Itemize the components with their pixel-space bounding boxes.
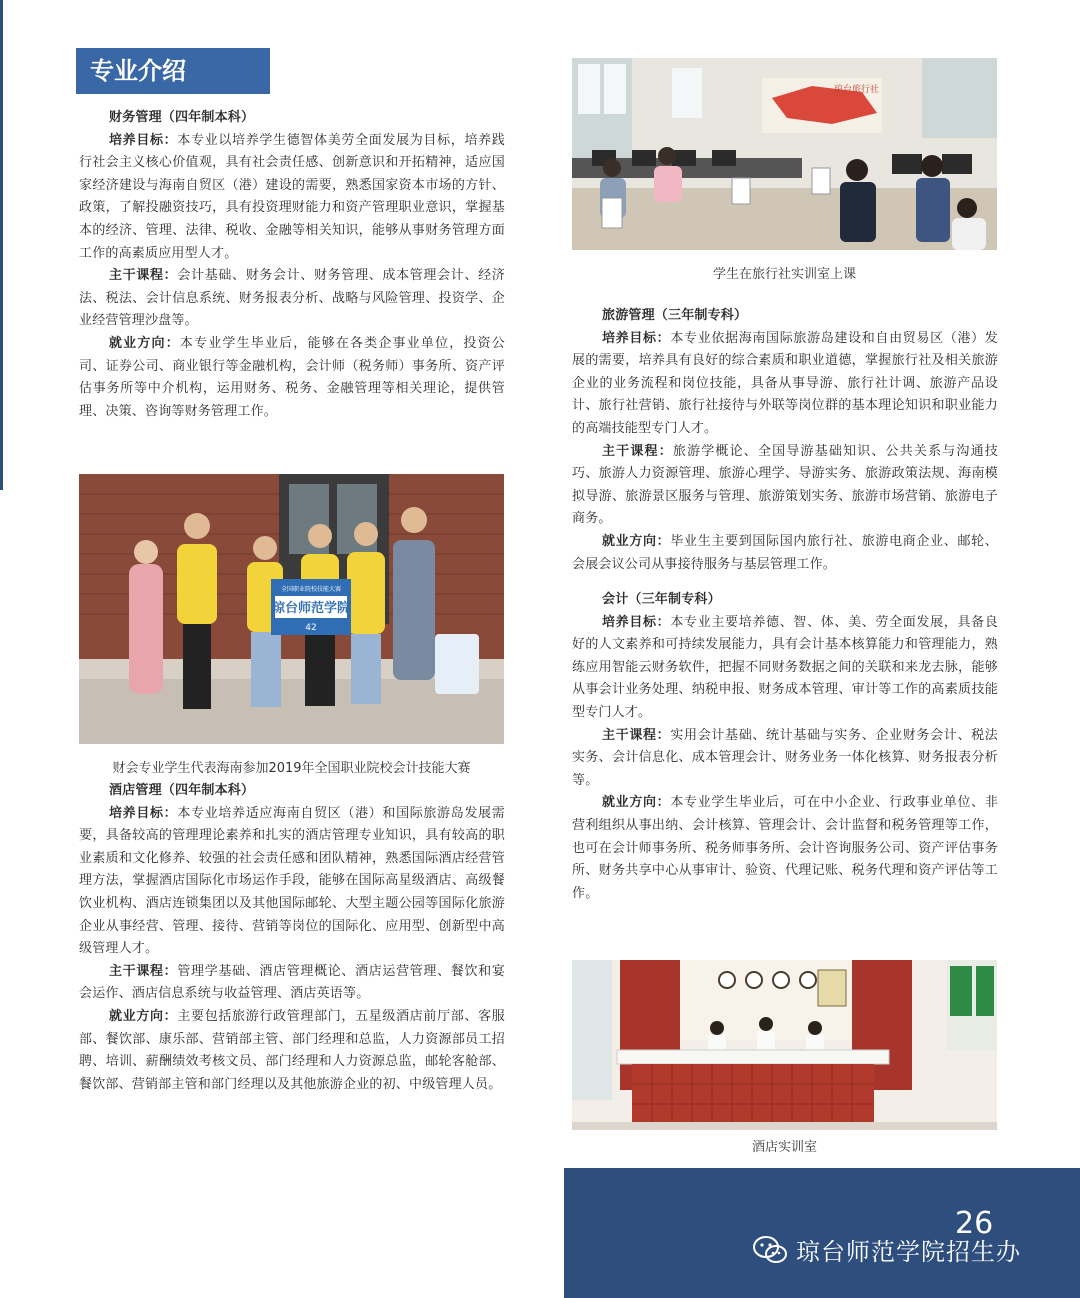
sign-number-text: 42 [305, 623, 317, 633]
travel-agency-classroom-photo [572, 58, 997, 250]
brand-text: 琼台师范学院招生办 [796, 1238, 1021, 1266]
accounting-section [572, 589, 998, 905]
hotel-goal: 培养目标：本专业培养适应海南自贸区（港）和国际旅游岛发展需要，具备较高的管理理论素养和扎实的酒店管理专业知识，具有较高的职业素质和文化修养、较强的社会责任感和团队精神，熟悉国际酒店经营管理方法，掌握酒店国际化市场运作手段，能够在国际高星级酒店、高级餐饮业机构、酒店连锁集团以及其他国际邮轮、大型主题公园等国际化旅游企业从事经营、管理、接待、营销等岗位的国际化、应用型、创新型中高级管理人才。 [79, 805, 505, 957]
finance-courses: 主干课程：会计基础、财务会计、财务管理、成本管理会计、经济法、税法、会计信息系统、财务报表分析、战略与风险管理、投资学、企业经营管理沙盘等。 [79, 268, 505, 329]
tourism-courses: 主干课程：旅游学概论、全国导游基础知识、公共关系与沟通技巧、旅游人力资源管理、旅游心理学、导游实务、旅游政策法规、海南模拟导游、旅游景区服务与管理、旅游策划实务、旅游市场营销、旅游电子商务。 [572, 443, 998, 527]
tourism-section [572, 305, 998, 576]
page-number: 26 [955, 1206, 994, 1241]
tourism-goal: 培养目标：本专业依据海南国际旅游岛建设和自由贸易区（港）发展的需要，培养具有良好的综合素质和职业道德，掌握旅行社及相关旅游企业的业务流程和岗位技能，具备从事导游、旅行社计调、旅游产品设计、旅行社营销、旅行社接待与外联等岗位群的基本理论知识和职业能力的高端技能型专门人才。 [572, 330, 998, 436]
left-edge-rule [0, 0, 3, 490]
tourism-career: 就业方向：毕业生主要到国际国内旅行社、旅游电商企业、邮轮、会展会议公司从事接待服务与基层管理工作。 [572, 533, 998, 572]
accounting-career: 就业方向：本专业学生毕业后，可在中小企业、行政事业单位、非营利组织从事出纳、会计核算、管理会计、会计监督和税务管理等工作，也可在会计师事务所、税务师事务所、会计咨询服务公司、资产评估事务所、财务共享中心从事审计、验资、代理记账、税务代理和资产评估等工作。 [572, 795, 998, 901]
hotel-courses: 主干课程：管理学基础、酒店管理概论、酒店运营管理、餐饮和宴会运作、酒店信息系统与收益管理、酒店英语等。 [79, 963, 505, 1002]
accounting-title: 会计（三年制专科） [602, 592, 721, 607]
tourism-title: 旅游管理（三年制专科） [602, 308, 748, 323]
hotel-career: 就业方向：主要包括旅游行政管理部门，五星级酒店前厅部、客服部、餐饮部、康乐部、营销部主管、部门经理和总监，人力资源部员工招聘、培训、薪酬绩效考核文员、部门经理和人力资源总监，邮轮客舱部、餐饮部、营销部主管和部门经理以及其他旅游企业的初、中级管理人员。 [79, 1008, 505, 1092]
section-title: 专业介绍 [76, 48, 270, 94]
finance-section [79, 107, 505, 423]
sign-main-text: 琼台师范学院 [271, 601, 351, 616]
accounting-goal: 培养目标：本专业主要培养德、智、体、美、劳全面发展，具备良好的人文素养和可持续发展能力，具有会计基本核算能力和管理能力，熟练应用智能云财务软件，把握不同财务数据之间的关联和来龙去脉，能够从事会计业务处理、纳税申报、财务成本管理、审计等工作的高素质技能型专门人才。 [572, 614, 998, 720]
accounting-courses: 主干课程：实用会计基础、统计基础与实务、企业财务会计、税法实务、会计信息化、成本管理会计、财务业务一体化核算、财务报表分析等。 [572, 727, 998, 788]
competition-team-illustration [79, 474, 504, 744]
brand-watermark [752, 1232, 1021, 1267]
hotel-training-room-photo [572, 960, 997, 1130]
finance-title: 财务管理（四年制本科） [109, 110, 255, 125]
finance-career: 就业方向：本专业学生毕业后，能够在各类企事业单位，投资公司、证券公司、商业银行等金融机构，会计师（税务师）事务所、资产评估事务所等中介机构，运用财务、税务、金融管理等相关理论，提供管理、决策、咨询等财务管理工作。 [79, 335, 505, 419]
travel-agency-classroom-illustration [572, 58, 997, 250]
map-title-text: 琼台旅行社 [834, 85, 880, 95]
finance-goal: 培养目标：本专业以培养学生德智体美劳全面发展为目标，培养践行社会主义核心价值观，具有社会责任感、创新意识和开拓精神，适应国家经济建设与海南自贸区（港）建设的需要，熟悉国家资本市场的方针、政策，了解投融资技巧，具有投资理财能力和资产管理职业意识，掌握基本的经济、管理、法律、税收、金融等相关知识，能够从事财务管理方面工作的高素质应用型人才。 [79, 132, 505, 261]
wechat-icon [752, 1235, 788, 1265]
travel-photo-caption: 学生在旅行社实训室上课 [712, 267, 856, 282]
hotel-training-room-illustration [572, 960, 997, 1130]
competition-team-photo [79, 474, 504, 744]
competition-photo-caption: 财会专业学生代表海南参加2019年全国职业院校会计技能大赛 [112, 761, 471, 776]
hotel-title: 酒店管理（四年制本科） [109, 783, 255, 798]
sign-top-text: 全国职业院校技能大赛 [280, 586, 342, 593]
hotel-photo-caption: 酒店实训室 [751, 1140, 817, 1155]
hotel-section [79, 780, 505, 1096]
